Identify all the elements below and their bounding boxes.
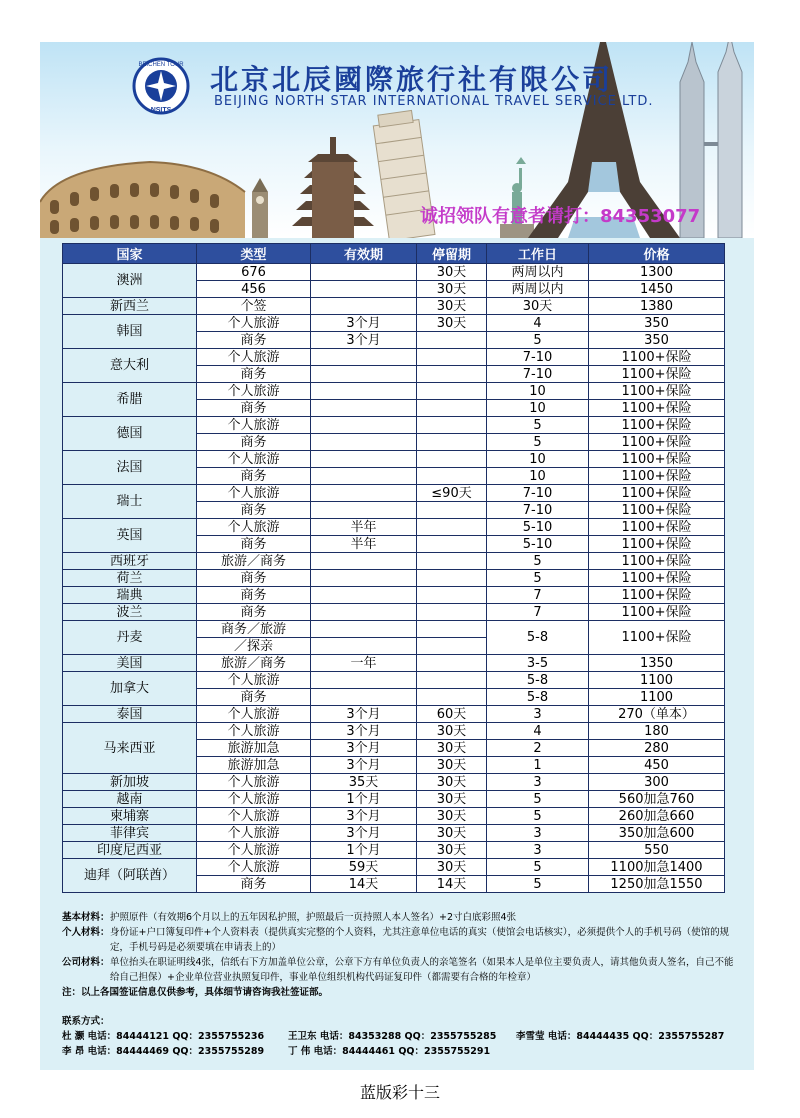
table-row [63,791,725,808]
contact-phone: 84353288 [348,1031,402,1042]
workdays-cell: 5-8 [487,621,589,655]
workdays-cell: 7-10 [487,349,589,366]
col-header-price: 价格 [589,244,725,264]
contact-name: 王卫东 [288,1031,317,1042]
stay-cell: 30天 [417,740,487,757]
type-cell: 商务／旅游 [197,621,311,638]
validity-cell: 3个月 [311,740,417,757]
validity-cell [311,298,417,315]
type-cell: 商务 [197,876,311,893]
workdays-cell: 10 [487,400,589,417]
workdays-cell: 5 [487,332,589,349]
country-cell: 韩国 [63,315,197,349]
contact-qq-label: QQ： [404,1031,431,1042]
stay-cell [417,604,487,621]
type-cell: 个人旅游 [197,383,311,400]
workdays-cell: 7-10 [487,502,589,519]
svg-text:NSITS: NSITS [150,107,172,114]
type-cell: 个签 [197,298,311,315]
type-cell: 商务 [197,502,311,519]
type-cell: 商务 [197,434,311,451]
table-row [63,587,725,604]
country-cell: 新西兰 [63,298,197,315]
contact-name: 李 昂 [62,1046,85,1057]
workdays-cell: 3 [487,706,589,723]
personal-materials-text: 身份证+户口簿复印件+个人资料表（提供真实完整的个人资料，尤其注意单位电话的真实（使馆会电话核实），必须提供个人的手机号码（使馆的规定，手机号码是必须要填在申请表上的） [110,927,730,953]
table-row [63,723,725,740]
country-cell: 德国 [63,417,197,451]
company-materials-text: 单位抬头在职证明线4张，信纸右下方加盖单位公章，公章下方有单位负责人的亲笔签名（如果本人是单位主要负责人，请其他负责人签名，自己不能给自己担保）+企业单位营业执照复印件，事业单位组织机构代码证复印件（都需要有合格的年检章） [110,957,734,983]
workdays-cell: 5-8 [487,689,589,706]
validity-cell: 14天 [311,876,417,893]
stay-cell [417,434,487,451]
country-cell: 新加坡 [63,774,197,791]
country-cell: 泰国 [63,706,197,723]
contact-phone: 84444435 [576,1031,630,1042]
contact-phone: 84444121 [116,1031,170,1042]
validity-cell [311,638,417,655]
page-footer: 蓝版彩十三 [359,1083,440,1102]
price-cell: 1100+保险 [589,468,725,485]
validity-cell [311,689,417,706]
country-cell: 美国 [63,655,197,672]
disclaimer: 注：以上各国签证信息仅供参考，具体细节请咨询我社签证部。 [62,987,329,998]
validity-cell [311,383,417,400]
workdays-cell: 3 [487,825,589,842]
workdays-cell: 10 [487,468,589,485]
contact-qq: 2355755289 [198,1046,265,1057]
stay-cell [417,672,487,689]
price-cell: 270（单本） [589,706,725,723]
price-cell: 260加急660 [589,808,725,825]
type-cell: 商务 [197,570,311,587]
price-cell: 1100+保险 [589,349,725,366]
type-cell: 商务 [197,400,311,417]
workdays-cell: 3 [487,842,589,859]
workdays-cell: 7-10 [487,366,589,383]
validity-cell [311,485,417,502]
workdays-cell: 两周以内 [487,264,589,281]
recruit-banner: 诚招领队有意者请打：84353077 [420,206,701,227]
table-row [63,383,725,400]
basic-materials-label: 基本材料： [62,912,110,923]
validity-cell: 一年 [311,655,417,672]
contact-name: 杜 灏 [62,1031,85,1042]
price-cell: 300 [589,774,725,791]
contact-person-0 [62,1029,264,1044]
workdays-cell: 5 [487,570,589,587]
stay-cell [417,502,487,519]
contact-row [62,1044,752,1059]
stay-cell: 60天 [417,706,487,723]
stay-cell: 30天 [417,757,487,774]
validity-cell [311,468,417,485]
contact-phone: 84444461 [342,1046,396,1057]
col-header-type: 类型 [197,244,311,264]
personal-materials-label: 个人材料： [62,927,110,938]
workdays-cell: 5 [487,791,589,808]
stay-cell [417,519,487,536]
price-cell: 1100+保险 [589,434,725,451]
validity-cell: 3个月 [311,808,417,825]
stay-cell: 30天 [417,842,487,859]
workdays-cell: 5 [487,434,589,451]
price-cell: 560加急760 [589,791,725,808]
stay-cell [417,587,487,604]
workdays-cell: 5 [487,808,589,825]
workdays-cell: 3-5 [487,655,589,672]
type-cell: 商务 [197,332,311,349]
stay-cell: ≤90天 [417,485,487,502]
price-cell: 1350 [589,655,725,672]
table-row [63,315,725,332]
contact-qq: 2355755291 [424,1046,491,1057]
workdays-cell: 5 [487,859,589,876]
contact-name: 李雪莹 [516,1031,545,1042]
stay-cell [417,417,487,434]
price-cell: 1100+保险 [589,485,725,502]
validity-cell: 3个月 [311,332,417,349]
company-name-cn: 北京北辰國際旅行社有限公司 [210,63,614,96]
price-cell: 180 [589,723,725,740]
table-row [63,451,725,468]
type-cell: 旅游加急 [197,740,311,757]
contact-title: 联系方式： [62,1016,110,1027]
table-row [63,706,725,723]
validity-cell: 59天 [311,859,417,876]
price-cell: 1100+保险 [589,570,725,587]
table-header-row [63,244,725,264]
big-ben-icon [252,178,268,238]
validity-cell: 3个月 [311,706,417,723]
type-cell: 商务 [197,689,311,706]
workdays-cell: 7-10 [487,485,589,502]
country-cell: 瑞士 [63,485,197,519]
type-cell: 个人旅游 [197,774,311,791]
price-cell: 1100+保险 [589,417,725,434]
contact-phone-label: 电话： [87,1046,117,1057]
personal-materials [62,925,738,955]
validity-cell [311,502,417,519]
validity-cell: 3个月 [311,825,417,842]
contact-phone-label: 电话： [313,1046,343,1057]
contact-person-1 [288,1029,496,1044]
contact-qq-label: QQ： [632,1031,659,1042]
workdays-cell: 7 [487,587,589,604]
validity-cell [311,604,417,621]
country-cell: 希腊 [63,383,197,417]
workdays-cell: 30天 [487,298,589,315]
stay-cell [417,400,487,417]
contact-phone-label: 电话： [87,1031,117,1042]
price-cell: 1100+保险 [589,400,725,417]
table-row [63,298,725,315]
stay-cell [417,621,487,638]
price-cell: 1100 [589,689,725,706]
type-cell: 商务 [197,536,311,553]
table-row [63,519,725,536]
colosseum-icon [40,162,245,238]
basic-materials-text: 护照原件（有效期6个月以上的五年因私护照，护照最后一页持照人本人签名）+2寸白底彩照4张 [110,912,517,923]
type-cell: 个人旅游 [197,417,311,434]
stay-cell: 30天 [417,723,487,740]
table-row [63,842,725,859]
price-cell: 1100+保险 [589,587,725,604]
company-logo [122,56,200,116]
stay-cell [417,366,487,383]
price-cell: 1250加急1550 [589,876,725,893]
contact-qq-label: QQ： [398,1046,424,1057]
validity-cell: 半年 [311,536,417,553]
validity-cell: 3个月 [311,723,417,740]
type-cell: 个人旅游 [197,349,311,366]
validity-cell [311,281,417,298]
price-cell: 1100+保险 [589,604,725,621]
price-cell: 1100加急1400 [589,859,725,876]
stay-cell: 30天 [417,859,487,876]
visa-price-table [62,243,725,893]
type-cell: 个人旅游 [197,808,311,825]
type-cell: 商务 [197,468,311,485]
validity-cell [311,434,417,451]
workdays-cell: 5 [487,876,589,893]
workdays-cell: 5 [487,553,589,570]
country-cell: 荷兰 [63,570,197,587]
contact-qq-label: QQ： [172,1031,198,1042]
col-header-validity: 有效期 [311,244,417,264]
country-cell: 菲律宾 [63,825,197,842]
validity-cell [311,417,417,434]
company-materials [62,955,738,985]
table-row [63,859,725,876]
stay-cell [417,536,487,553]
country-cell: 迪拜（阿联酋） [63,859,197,893]
price-cell: 1100 [589,672,725,689]
contact-qq-label: QQ： [172,1046,198,1057]
table-row [63,485,725,502]
validity-cell: 3个月 [311,757,417,774]
type-cell: 个人旅游 [197,859,311,876]
type-cell: 个人旅游 [197,723,311,740]
pagoda-icon [292,137,374,238]
contact-qq: 2355755287 [658,1031,725,1042]
country-cell: 越南 [63,791,197,808]
validity-cell [311,451,417,468]
country-cell: 英国 [63,519,197,553]
workdays-cell: 3 [487,774,589,791]
price-cell: 1300 [589,264,725,281]
price-cell: 350 [589,332,725,349]
svg-text:BEICHEN TOUR: BEICHEN TOUR [138,62,184,68]
country-cell: 印度尼西亚 [63,842,197,859]
table-row [63,553,725,570]
price-cell: 350加急600 [589,825,725,842]
type-cell: 676 [197,264,311,281]
workdays-cell: 7 [487,604,589,621]
basic-materials [62,910,738,925]
contact-qq: 2355755285 [430,1031,497,1042]
type-cell: 个人旅游 [197,315,311,332]
validity-cell: 半年 [311,519,417,536]
validity-cell: 1个月 [311,842,417,859]
table-row [63,264,725,281]
workdays-cell: 10 [487,451,589,468]
type-cell: 个人旅游 [197,672,311,689]
price-cell: 1100+保险 [589,383,725,400]
validity-cell: 35天 [311,774,417,791]
type-cell: 个人旅游 [197,485,311,502]
type-cell: 个人旅游 [197,706,311,723]
validity-cell [311,553,417,570]
stay-cell [417,332,487,349]
country-cell: 柬埔寨 [63,808,197,825]
table-row [63,825,725,842]
price-cell: 1100+保险 [589,451,725,468]
company-name-en: BEIJING NORTH STAR INTERNATIONAL TRAVEL SERVICE LTD. [214,94,654,109]
validity-cell [311,621,417,638]
stay-cell [417,638,487,655]
workdays-cell: 4 [487,723,589,740]
validity-cell: 3个月 [311,315,417,332]
validity-cell [311,400,417,417]
workdays-cell: 1 [487,757,589,774]
stay-cell [417,349,487,366]
stay-cell: 30天 [417,298,487,315]
workdays-cell: 5-8 [487,672,589,689]
contact-person-3 [62,1044,264,1059]
country-cell: 澳洲 [63,264,197,298]
price-cell: 1100+保险 [589,536,725,553]
validity-cell [311,366,417,383]
validity-cell [311,587,417,604]
type-cell: 商务 [197,604,311,621]
validity-cell: 1个月 [311,791,417,808]
type-cell: 商务 [197,587,311,604]
type-cell: 个人旅游 [197,519,311,536]
contact-person-2 [516,1029,724,1044]
validity-cell [311,264,417,281]
price-cell: 1100+保险 [589,502,725,519]
workdays-cell: 5-10 [487,536,589,553]
table-row [63,604,725,621]
price-cell: 350 [589,315,725,332]
price-cell: 1100+保险 [589,621,725,655]
price-cell: 1100+保险 [589,553,725,570]
type-cell: ／探亲 [197,638,311,655]
stay-cell [417,383,487,400]
country-cell: 意大利 [63,349,197,383]
type-cell: 个人旅游 [197,791,311,808]
stay-cell [417,689,487,706]
contact-row [62,1029,752,1044]
stay-cell: 30天 [417,264,487,281]
table-row [63,621,725,638]
type-cell: 个人旅游 [197,842,311,859]
stay-cell [417,655,487,672]
workdays-cell: 4 [487,315,589,332]
workdays-cell: 2 [487,740,589,757]
stay-cell: 30天 [417,315,487,332]
stay-cell: 30天 [417,774,487,791]
price-cell: 1100+保险 [589,366,725,383]
table-row [63,808,725,825]
contact-name: 丁 伟 [288,1046,311,1057]
workdays-cell: 10 [487,383,589,400]
country-cell: 波兰 [63,604,197,621]
stay-cell: 30天 [417,281,487,298]
country-cell: 加拿大 [63,672,197,706]
table-row [63,349,725,366]
stay-cell: 14天 [417,876,487,893]
materials-notes [62,910,738,1000]
price-cell: 1380 [589,298,725,315]
validity-cell [311,570,417,587]
price-cell: 280 [589,740,725,757]
contact-phone-label: 电话： [319,1031,349,1042]
price-cell: 450 [589,757,725,774]
price-cell: 550 [589,842,725,859]
country-cell: 丹麦 [63,621,197,655]
type-cell: 商务 [197,366,311,383]
type-cell: 456 [197,281,311,298]
type-cell: 旅游加急 [197,757,311,774]
stay-cell [417,468,487,485]
type-cell: 个人旅游 [197,825,311,842]
col-header-stay: 停留期 [417,244,487,264]
contact-person-4 [288,1044,490,1059]
type-cell: 个人旅游 [197,451,311,468]
table-row [63,570,725,587]
stay-cell [417,570,487,587]
type-cell: 旅游／商务 [197,553,311,570]
contact-section [62,1014,752,1059]
table-row [63,672,725,689]
stay-cell [417,553,487,570]
stay-cell [417,451,487,468]
table-row [63,417,725,434]
col-header-country: 国家 [63,244,197,264]
stay-cell: 30天 [417,791,487,808]
contact-qq: 2355755236 [198,1031,265,1042]
type-cell: 旅游／商务 [197,655,311,672]
country-cell: 马来西亚 [63,723,197,774]
validity-cell [311,672,417,689]
workdays-cell: 5-10 [487,519,589,536]
price-cell: 1450 [589,281,725,298]
contact-phone: 84444469 [116,1046,170,1057]
country-cell: 瑞典 [63,587,197,604]
country-cell: 西班牙 [63,553,197,570]
country-cell: 法国 [63,451,197,485]
stay-cell: 30天 [417,825,487,842]
company-materials-label: 公司材料： [62,957,110,968]
workdays-cell: 5 [487,417,589,434]
validity-cell [311,349,417,366]
table-row [63,774,725,791]
stay-cell: 30天 [417,808,487,825]
table-row [63,655,725,672]
price-cell: 1100+保险 [589,519,725,536]
workdays-cell: 两周以内 [487,281,589,298]
contact-phone-label: 电话： [547,1031,577,1042]
col-header-workdays: 工作日 [487,244,589,264]
